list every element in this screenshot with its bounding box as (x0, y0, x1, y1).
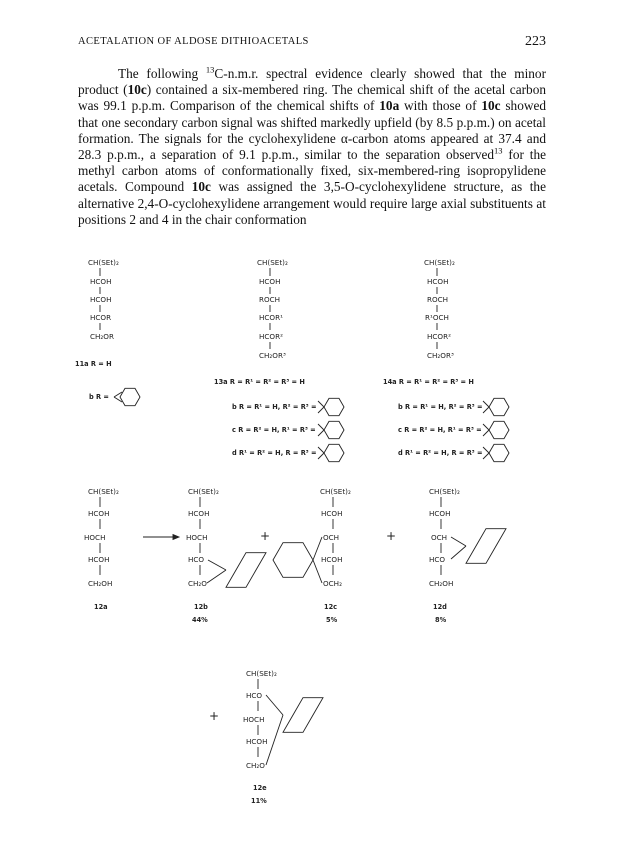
structure-13 (214, 258, 344, 462)
chain-row: HOCH (243, 715, 265, 724)
text-run: C-n.m.r. spectral evidence clearly showed that the minor product ( (78, 66, 547, 98)
compound-label: 11a R = H (75, 360, 112, 368)
chain-row: CH₂O (188, 579, 207, 588)
compound-label: 12a (94, 603, 108, 611)
cyclohexane-ring (466, 529, 506, 564)
structure-12e (243, 669, 323, 805)
structure-12b (186, 487, 266, 624)
chain-row: CH₂OR (90, 332, 114, 341)
compound-label: 12d (433, 603, 447, 611)
plus-sign: + (260, 529, 271, 543)
compound-ref: 10c (127, 82, 147, 98)
yield-label: 8% (435, 616, 447, 624)
compound-ref: 10c (191, 179, 211, 195)
chain-row: HCO (246, 691, 263, 700)
chain-row: HOCH (84, 533, 106, 542)
chain-row: HCOH (427, 277, 449, 286)
chain-row: HOCH (186, 533, 208, 542)
compound-label: c R = R² = H, R¹ = R³ = (232, 426, 316, 434)
chain-row: HCOH (321, 509, 343, 518)
running-title: ACETALATION OF ALDOSE DITHIOACETALS (78, 36, 309, 47)
chain-top: CH(SEt)₂ (429, 487, 460, 496)
chain-top: CH(SEt)₂ (88, 487, 119, 496)
chain-row: CH₂OR³ (259, 351, 286, 360)
chain-row: HCOH (429, 509, 451, 518)
chain-row: HCOR² (259, 332, 283, 341)
chain-row: ROCH (427, 295, 449, 304)
spiro-cyclohexane (318, 398, 344, 461)
yield-label: 5% (326, 616, 338, 624)
compound-label: c R = R² = H, R¹ = R³ = (398, 426, 482, 434)
text-run: for the methyl carbon atoms of conformationally fixed, six-membered-ring isopropylidene acetals. Compound (78, 147, 547, 195)
cyclohexane-ring (120, 388, 140, 405)
cyclohexane-ring (283, 698, 323, 733)
chain-top: CH(SEt)₂ (320, 487, 351, 496)
chain-row: HCOH (188, 509, 210, 518)
spiro-cyclohexane (483, 398, 509, 461)
structure-14 (383, 258, 509, 462)
chain-row: HCOH (259, 277, 281, 286)
chain-top: CH(SEt)₂ (188, 487, 219, 496)
cyclohexane-ring (226, 553, 266, 588)
text-run: with those of (399, 98, 482, 114)
page-number: 223 (525, 34, 546, 49)
chain-row: HCOH (246, 737, 268, 746)
chain-row: OCH (431, 533, 448, 542)
compound-label: b R = R¹ = H, R² = R³ = (398, 403, 483, 411)
chain-row: CH₂O (246, 761, 265, 770)
compound-label: 12e (253, 784, 267, 792)
chain-row: OCH (323, 533, 340, 542)
chain-row: HCOH (88, 555, 110, 564)
text-run: ) contained a six-membered ring. The chemical shift of the acetal carbon was 99.1 p.p.m. Comparison of the chemical shifts of (78, 82, 546, 114)
superscript: 13 (205, 64, 215, 75)
chain-top: CH(SEt)₂ (246, 669, 277, 678)
chain-row: R¹OCH (425, 313, 449, 322)
compound-ref: 10a (379, 98, 400, 114)
structure-12a (84, 487, 119, 611)
compound-label: 12b (194, 603, 208, 611)
text-run: showed that one secondary carbon signal was shifted markedly upfield (by 8.5 p.p.m.) on acetal formation. The signals for the cyclohexylidene α-carbon atoms appeared at 37.4 and 28.3 p.p.m., a separation of 9.1 p.p.m., similar to the separation observed (78, 98, 547, 163)
chain-row: OCH₂ (323, 579, 342, 588)
structure-12c (273, 487, 351, 624)
chain-row: HCOH (88, 509, 110, 518)
chain-row: HCOH (90, 295, 112, 304)
chain-row: HCOR¹ (259, 313, 283, 322)
text-run: was assigned the 3,5-O-cyclohexylidene structure, as the alternative 2,4-O-cyclohexylidene arrangement would require large axial substituents at positions 2 and 4 in the chair conformation (78, 179, 546, 227)
compound-label: b R = R¹ = H, R² = R³ = (232, 403, 317, 411)
structure-11 (75, 258, 140, 406)
yield-label: 44% (192, 616, 208, 624)
chain-row: CH₂OR³ (427, 351, 454, 360)
compound-label: d R¹ = R² = H, R = R³ = (232, 449, 317, 457)
compound-label: 13a R = R¹ = R² = R³ = H (214, 378, 305, 386)
plus-sign: + (209, 709, 220, 723)
chain-row: HCOH (90, 277, 112, 286)
chain-top: CH(SEt)₂ (424, 258, 455, 267)
chain-row: HCO (429, 555, 446, 564)
chain-top: CH(SEt)₂ (257, 258, 288, 267)
chain-row: HCOH (321, 555, 343, 564)
chain-row: ROCH (259, 295, 281, 304)
compound-label: 14a R = R¹ = R² = R³ = H (383, 378, 474, 386)
compound-label: 12c (324, 603, 338, 611)
plus-sign: + (386, 529, 397, 543)
chain-row: CH₂OH (88, 579, 113, 588)
compound-label: d R¹ = R² = H, R = R³ = (398, 449, 483, 457)
structure-12d (429, 487, 506, 624)
reference-superscript: 13 (494, 145, 503, 156)
chain-row: HCO (188, 555, 205, 564)
chain-row: HCOR² (427, 332, 451, 341)
chain-row: HCOR (90, 313, 112, 322)
reaction-arrow (143, 535, 179, 540)
compound-ref: 10c (481, 98, 501, 114)
chain-row: CH₂OH (429, 579, 454, 588)
chain-top: CH(SEt)₂ (88, 258, 119, 267)
yield-label: 11% (251, 797, 267, 805)
compound-label: b R = (89, 393, 109, 401)
text-run: The following (118, 66, 206, 81)
cyclohexane-ring (273, 543, 313, 578)
